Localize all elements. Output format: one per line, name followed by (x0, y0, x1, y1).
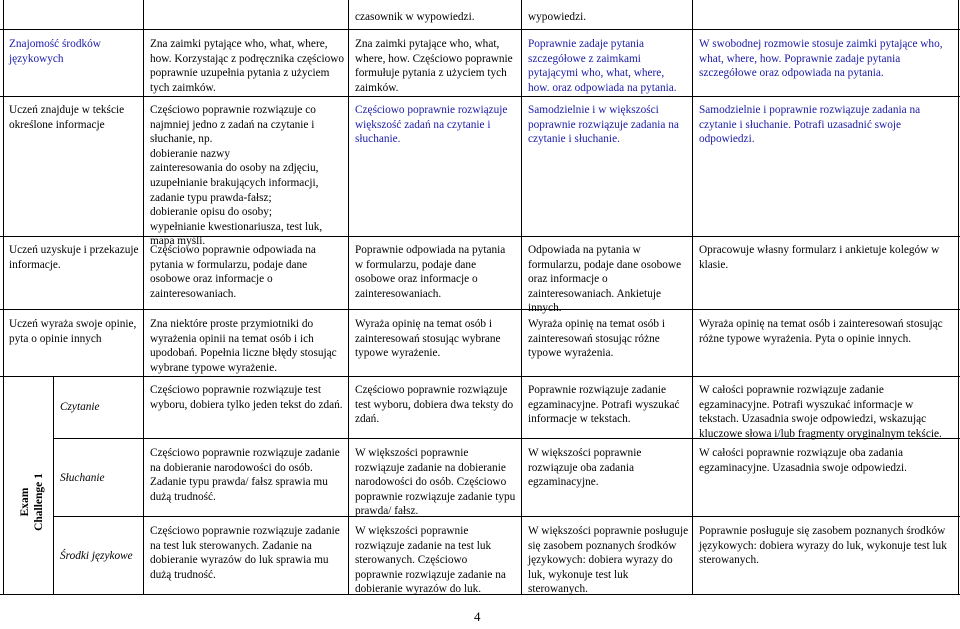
cell-czytanie-4: W całości poprawnie rozwiązuje zadanie egzaminacyjne. Potrafi wyszukać informacje w tekstach. Uzasadnia swoje odpowiedzi, wskazując kluczowe słowa i/lub fragmenty oryginalnym tekście. (699, 384, 942, 440)
cell-znajomosc-2: Zna zaimki pytające who, what, where, how. Częściowo poprawnie formułuje pytania z użyciem tych zaimków. (355, 38, 513, 94)
cell-srodki-2: W większości poprawnie rozwiązuje zadanie na test luk sterowanych. Częściowo poprawnie rozwiązuje zadanie na dobieranie wyrazów do luk. (355, 525, 506, 596)
row-line (0, 29, 960, 30)
cell-czytanie-1: Częściowo poprawnie rozwiązuje test wyboru, dobiera tylko jeden tekst do zdań. (150, 384, 343, 411)
cell-sluchanie-3: W większości poprawnie rozwiązuje oba zadania egzaminacyjne. (528, 447, 642, 489)
cell-czytanie-2: Częściowo poprawnie rozwiązuje test wyboru, dobiera dwa teksty do zdań. (355, 384, 514, 426)
column-line (692, 0, 693, 595)
exam-label-sluchanie: Słuchanie (60, 472, 105, 484)
cell-sluchanie-1: Częściowo poprawnie rozwiązuje zadanie na dobieranie narodowości do osób. Zadanie typu prawda/ fałsz sprawia mu dużą trudność. (150, 447, 340, 503)
cell-sluchanie-2: W większości poprawnie rozwiązuje zadanie na dobieranie narodowości do osób. Częściowo poprawnie rozwiązuje zadanie typu prawda/ fałsz. (355, 447, 516, 518)
column-line (143, 0, 144, 595)
column-line (958, 0, 959, 595)
page-number: 4 (474, 609, 481, 624)
row-line (0, 309, 960, 310)
column-line (348, 0, 349, 595)
cell-przekazuje-3: Odpowiada na pytania w formularzu, podaje dane osobowe oraz informacje o zainteresowaniach. Ankietuje innych. (528, 244, 682, 315)
top-fragment-col4: wypowiedzi. (528, 11, 587, 23)
cell-opinie-1: Zna niektóre proste przymiotniki do wyrażenia opinii na temat osób i ich upodobań. Popełnia liczne błędy stosując wybrane typowe wyrażenie. (150, 318, 337, 374)
exam-challenge-title: Exam Challenge 1 (19, 473, 45, 531)
cell-tekst-1: Częściowo poprawnie rozwiązuje co najmniej jedno z zadań na czytanie i słuchanie, np. dobieranie nazwy zainteresowania do osoby na zdjęciu, uzupełnianie brakujących informacji, zadanie typu prawda-fałsz; dobieranie opisu do osoby; wypełnianie kwestionariusza, test luk, mapa myśli. (150, 104, 323, 248)
cell-srodki-1: Częściowo poprawnie rozwiązuje zadanie na test luk sterowanych. Zadanie na dobieranie wyrazów do luk sprawia mu dużą trudność. (150, 525, 340, 581)
exam-label-srodki: Środki językowe (60, 550, 133, 562)
row-line (0, 376, 960, 377)
column-line (53, 376, 54, 595)
row-line (0, 236, 960, 237)
cell-srodki-4: Poprawnie posługuje się zasobem poznanych środków językowych: dobiera wyrazy do luk, wykonuje test luk sterowanych. (699, 525, 947, 567)
cell-opinie-4: Wyraża opinię na temat osób i zainteresowań stosując różne typowe wyrażenia. Pyta o opinie innych. (699, 318, 943, 345)
cell-znajomosc-1: Zna zaimki pytające who, what, where, how. Korzystając z podręcznika częściowo poprawnie uzupełnia pytania z użyciem tych zaimków. (150, 38, 345, 94)
exam-label-czytanie: Czytanie (60, 401, 100, 413)
cell-czytanie-3: Poprawnie rozwiązuje zadanie egzaminacyjne. Potrafi wyszukać informacje w tekstach. (528, 384, 680, 426)
top-fragment-col3: czasownik w wypowiedzi. (355, 11, 475, 23)
cell-tekst-4: Samodzielnie i poprawnie rozwiązuje zadania na czytanie i słuchanie. Potrafi uzasadnić swoje odpowiedzi. (699, 104, 921, 146)
cell-tekst-2: Częściowo poprawnie rozwiązuje większość zadań na czytanie i słuchanie. (355, 104, 508, 146)
column-line (3, 0, 4, 595)
cell-znajomosc-3: Poprawnie zadaje pytania szczegółowe z zaimkami pytającymi who, what, where, how. oraz odpowiada na pytania. (528, 38, 677, 94)
criterion-znajomosc: Znajomość środków językowych (9, 38, 101, 65)
cell-srodki-3: W większości poprawnie posługuje się zasobem poznanych środków językowych: dobiera wyrazy do luk, wykonuje test luk sterowanych. (528, 525, 689, 596)
cell-przekazuje-2: Poprawnie odpowiada na pytania w formularzu, podaje dane osobowe oraz informacje o zainteresowaniach. (355, 244, 506, 300)
cell-znajomosc-4: W swobodnej rozmowie stosuje zaimki pytające who, what, where, how. Poprawnie zadaje pytania szczegółowe oraz odpowiada na pytania. (699, 38, 943, 80)
cell-tekst-3: Samodzielnie i w większości poprawnie rozwiązuje zadania na czytanie i słuchanie. (528, 104, 679, 146)
cell-przekazuje-1: Częściowo poprawnie odpowiada na pytania w formularzu, podaje dane osobowe oraz informacje o zainteresowaniach. (150, 244, 316, 300)
criterion-przekazuje: Uczeń uzyskuje i przekazuje informacje. (9, 244, 139, 271)
criterion-tekst: Uczeń znajduje w tekście określone informacje (9, 104, 125, 131)
cell-przekazuje-4: Opracowuje własny formularz i ankietuje kolegów w klasie. (699, 244, 940, 271)
cell-opinie-2: Wyraża opinię na temat osób i zainteresowań stosując wybrane typowe wyrażenie. (355, 318, 501, 360)
criterion-opinie: Uczeń wyraża swoje opinie, pyta o opinie innych (9, 318, 137, 345)
cell-sluchanie-4: W całości poprawnie rozwiązuje oba zadania egzaminacyjne. Uzasadnia swoje odpowiedzi. (699, 447, 907, 474)
cell-opinie-3: Wyraża opinię na temat osób i zainteresowań stosując różne typowe wyrażenia. (528, 318, 666, 360)
row-line (0, 96, 960, 97)
column-line (521, 0, 522, 595)
